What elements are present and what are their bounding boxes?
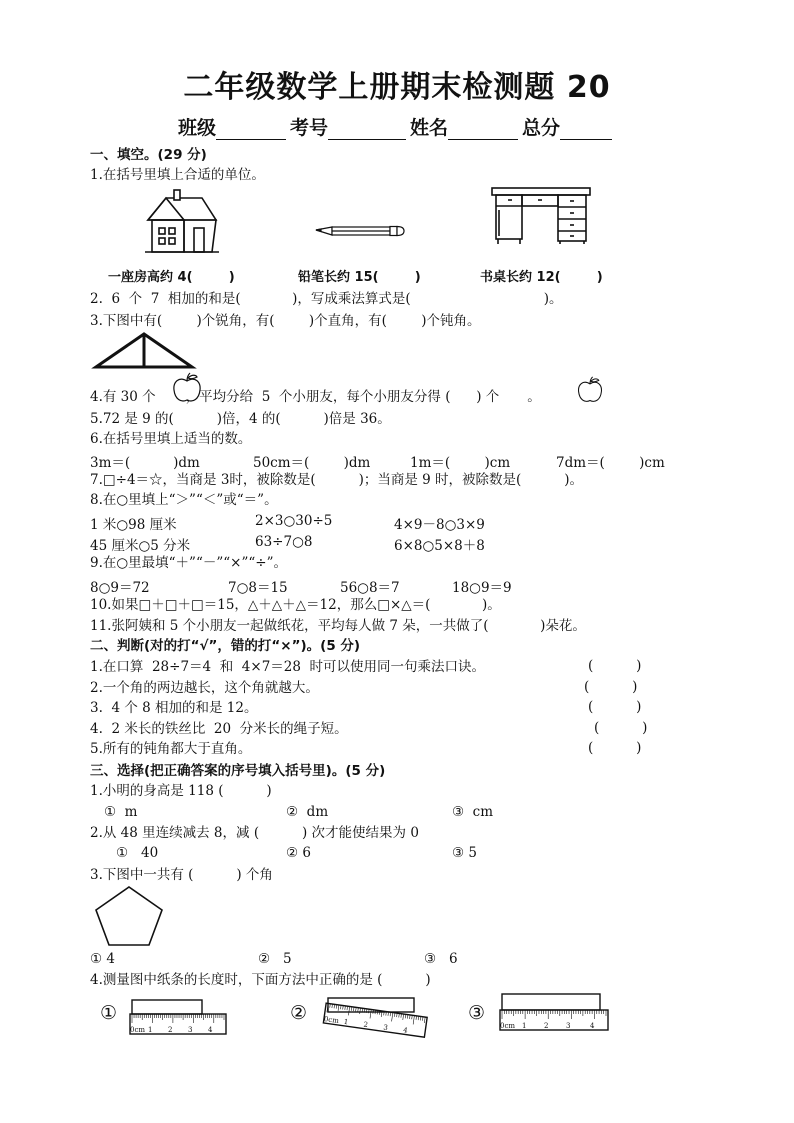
choice-question-3: 3.下图中一共有 ( ) 个角: [90, 867, 273, 883]
pencil-image: [316, 225, 406, 239]
question-1-11: 11.张阿姨和 5 个小朋友一起做纸花，平均每人做 7 朵，一共做了( )朵花。: [90, 618, 586, 634]
ruler-2-label-3: 3: [382, 1023, 389, 1032]
judge-item-5: 5.所有的钝角都大于直角。: [90, 741, 252, 757]
ruler-tick: [392, 1013, 393, 1022]
operator-2: 7○8＝15: [228, 580, 288, 596]
student-info-row: [0, 113, 794, 140]
ruler-1-label-1: 1: [148, 1026, 153, 1034]
measure-option-1[interactable]: ①: [100, 1002, 118, 1024]
section3-heading: 三、选择(把正确答案的序号填入括号里)。(5 分): [90, 763, 386, 779]
choice-1-option-c[interactable]: ③ cm: [452, 804, 494, 820]
choice-3-option-a[interactable]: ① 4: [90, 951, 115, 967]
ruler-3-label-2: 2: [544, 1022, 549, 1030]
choice-1-option-a[interactable]: ① m: [104, 804, 138, 820]
number-blank[interactable]: [328, 121, 406, 140]
choice-question-1: 1.小明的身高是 118 ( ): [90, 783, 272, 799]
ruler-2-label-4: 4: [402, 1026, 409, 1035]
operator-3: 56○8＝7: [340, 580, 400, 596]
choice-1-option-b[interactable]: ② dm: [286, 804, 329, 820]
apple-icon: [576, 376, 604, 404]
conversion-4: 7dm＝( )cm: [556, 455, 665, 471]
compare-5: 63÷7○8: [255, 534, 313, 550]
name-label: 姓名: [410, 117, 449, 139]
ruler-figure-2: [320, 994, 430, 1040]
judge-item-1: 1.在口算 28÷7＝4 和 4×7＝28 时可以使用同一句乘法口诀。: [90, 659, 486, 675]
choice-2-option-c[interactable]: ③ 5: [452, 845, 477, 861]
score-blank[interactable]: [560, 121, 612, 140]
conversion-1: 3m＝( )dm: [90, 455, 200, 471]
score-label: 总分: [522, 117, 561, 139]
ruler-2-label-1: 1: [343, 1017, 349, 1027]
section2-heading: 二、判断(对的打“√”，错的打“×”)。(5 分): [90, 638, 361, 654]
question-1-8: 8.在○里填上“＞”“＜”或“＝”。: [90, 492, 278, 508]
question-1-4: [90, 388, 541, 406]
class-label: 班级: [177, 117, 216, 139]
desk-image: [490, 186, 592, 246]
ruler-1-label-2: 2: [168, 1026, 173, 1034]
ruler-3-label-1: 1: [522, 1022, 527, 1030]
measure-option-3[interactable]: ③: [468, 1002, 486, 1024]
triangle-figure: [94, 330, 196, 370]
question-1-1: 1.在括号里填上合适的单位。: [90, 167, 265, 183]
judge-item-3: 3. 4 个 8 相加的和是 12。: [90, 700, 258, 716]
ruler-tick: [424, 1017, 425, 1023]
q4-part-c: 。: [527, 389, 541, 405]
ruler-tick: [348, 1006, 349, 1015]
ruler-tick: [360, 1008, 361, 1014]
section1-heading: 一、填空。(29 分): [90, 147, 207, 163]
judge-answer-2[interactable]: ( ): [584, 679, 638, 695]
compare-1: 1 米○98 厘米: [90, 517, 177, 533]
judge-answer-4[interactable]: ( ): [594, 720, 648, 736]
compare-3: 4×9－8○3×9: [394, 517, 485, 533]
operator-1: 8○9＝72: [90, 580, 150, 596]
question-1-3: 3.下图中有( )个锐角，有( )个直角，有( )个钝角。: [90, 313, 481, 329]
conversion-3: 1m＝( )cm: [410, 455, 511, 471]
question-1-7: 7.□÷4＝☆，当商是 3时，被除数是( )；当商是 9 时，被除数是( )。: [90, 472, 583, 488]
compare-6: 6×8○5×8＋8: [394, 538, 485, 554]
choice-question-2: 2.从 48 里连续减去 8，减 ( ) 次才能使结果为 0: [90, 825, 419, 841]
choice-2-option-b[interactable]: ② 6: [286, 845, 311, 861]
page-title: 二年级数学上册期末检测题 20: [183, 70, 611, 105]
judge-item-2: 2.一个角的两边越长，这个角就越大。: [90, 680, 319, 696]
ruler-tick: [338, 1005, 339, 1011]
caption-desk: 书桌长约 12( ): [480, 270, 603, 285]
ruler-1-label-4: 4: [208, 1026, 213, 1034]
conversion-2: 50cm＝( )dm: [253, 455, 371, 471]
ruler-1-label-0: 0cm: [130, 1026, 146, 1034]
question-1-6: 6.在括号里填上适当的数。: [90, 431, 252, 447]
house-image: [144, 188, 220, 254]
caption-house: 一座房高约 4( ): [108, 270, 235, 285]
caption-pencil: 铅笔长约 15( ): [298, 270, 421, 285]
ruler-figure-3: [498, 992, 610, 1036]
ruler-tick: [413, 1016, 414, 1025]
judge-answer-5[interactable]: ( ): [588, 740, 642, 756]
ruler-3-label-0: 0cm: [500, 1022, 516, 1030]
q4-part-a: 4.有 30 个: [90, 389, 156, 405]
ruler-tick: [403, 1014, 404, 1020]
ruler-2-label-0: 0cm: [323, 1015, 340, 1026]
apple-icon: [172, 372, 202, 404]
ruler-3-label-3: 3: [566, 1022, 571, 1030]
judge-answer-1[interactable]: ( ): [588, 658, 642, 674]
ruler-3-label-4: 4: [590, 1022, 595, 1030]
class-blank[interactable]: [216, 121, 286, 140]
q4-part-b: ，平均分给 5 个小朋友，每个小朋友分得 ( ) 个: [185, 389, 500, 405]
question-1-9: 9.在○里最填“＋”“－”“×”“÷”。: [90, 555, 287, 571]
compare-2: 2×3○30÷5: [255, 513, 333, 529]
choice-3-option-c[interactable]: ③ 6: [424, 951, 458, 967]
question-1-10: 10.如果□＋□＋□＝15，△＋△＋△＝12，那么□×△＝( )。: [90, 597, 501, 613]
choice-2-option-a[interactable]: ① 40: [116, 845, 159, 861]
pentagon-figure: [93, 884, 165, 948]
operator-4: 18○9＝9: [452, 580, 512, 596]
ruler-figure-1: [128, 998, 228, 1038]
question-1-2: 2. 6 个 7 相加的和是( )，写成乘法算式是( )。: [90, 291, 563, 307]
judge-item-4: 4. 2 米长的铁丝比 20 分米长的绳子短。: [90, 721, 348, 737]
choice-question-4: 4.测量图中纸条的长度时，下面方法中正确的是 ( ): [90, 972, 431, 988]
question-1-5: 5.72 是 9 的( )倍，4 的( )倍是 36。: [90, 411, 391, 427]
name-blank[interactable]: [448, 121, 518, 140]
choice-3-option-b[interactable]: ② 5: [258, 951, 292, 967]
ruler-tick: [370, 1009, 371, 1018]
judge-answer-3[interactable]: ( ): [588, 699, 642, 715]
ruler-2-label-2: 2: [362, 1020, 369, 1030]
ruler-1-label-3: 3: [188, 1026, 193, 1034]
measure-option-2[interactable]: ②: [290, 1002, 308, 1024]
number-label: 考号: [289, 117, 328, 139]
compare-4: 45 厘米○5 分米: [90, 538, 191, 554]
